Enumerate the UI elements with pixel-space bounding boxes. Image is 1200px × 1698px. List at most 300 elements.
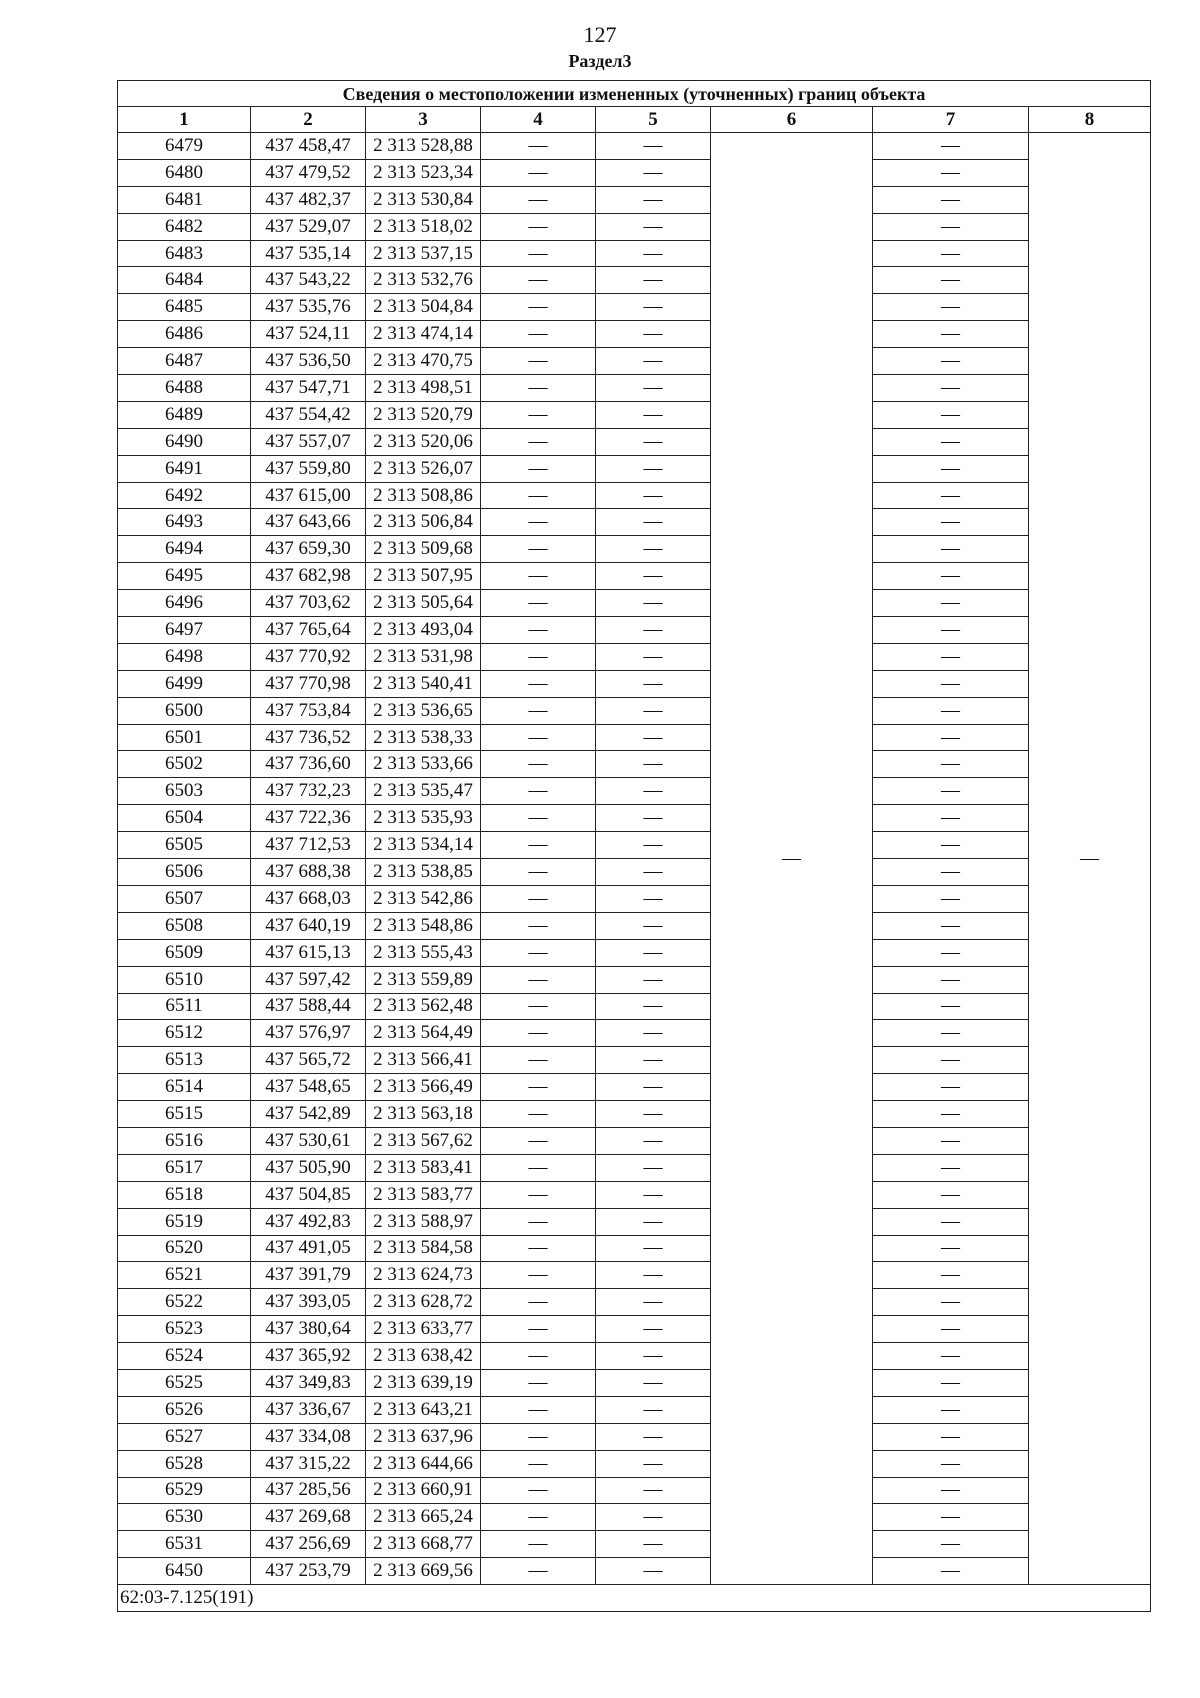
column-5-value: — [596, 832, 711, 859]
y-coordinate: 2 313 470,75 [366, 348, 481, 375]
column-7-value: — [873, 859, 1029, 886]
point-number: 6504 [118, 805, 251, 832]
column-4-value: — [481, 724, 596, 751]
column-7-value: — [873, 590, 1029, 617]
section-title: Раздел3 [568, 51, 632, 71]
column-7-value: — [873, 1504, 1029, 1531]
point-number: 6508 [118, 912, 251, 939]
column-5-value: — [596, 401, 711, 428]
y-coordinate: 2 313 535,47 [366, 778, 481, 805]
column-5-value: — [596, 375, 711, 402]
point-number: 6495 [118, 563, 251, 590]
column-4-value: — [481, 294, 596, 321]
y-coordinate: 2 313 548,86 [366, 912, 481, 939]
y-coordinate: 2 313 540,41 [366, 670, 481, 697]
column-4-value: — [481, 186, 596, 213]
column-5-value: — [596, 1181, 711, 1208]
table-caption: Сведения о местоположении измененных (уточненных) границ объекта [118, 81, 1151, 107]
cadastral-reference: 62:03-7.125(191) [118, 1585, 1151, 1612]
column-4-value: — [481, 159, 596, 186]
column-number: 3 [366, 107, 481, 133]
x-coordinate: 437 535,14 [251, 240, 366, 267]
table-row [118, 778, 1151, 805]
y-coordinate: 2 313 559,89 [366, 966, 481, 993]
column-7-value: — [873, 1396, 1029, 1423]
column-4-value: — [481, 697, 596, 724]
table-row [118, 455, 1151, 482]
column-5-value: — [596, 1235, 711, 1262]
column-4-value: — [481, 1181, 596, 1208]
y-coordinate: 2 313 637,96 [366, 1423, 481, 1450]
column-7-value: — [873, 1047, 1029, 1074]
point-number: 6510 [118, 966, 251, 993]
column-7-value: — [873, 1369, 1029, 1396]
table-row [118, 1074, 1151, 1101]
column-number: 5 [596, 107, 711, 133]
column-5-value: — [596, 1531, 711, 1558]
y-coordinate: 2 313 669,56 [366, 1558, 481, 1585]
column-5-value: — [596, 267, 711, 294]
table-row [118, 1343, 1151, 1370]
column-5-value: — [596, 1262, 711, 1289]
point-number: 6524 [118, 1343, 251, 1370]
column-5-value: — [596, 993, 711, 1020]
column-7-value: — [873, 1531, 1029, 1558]
table-row [118, 859, 1151, 886]
y-coordinate: 2 313 643,21 [366, 1396, 481, 1423]
column-7-value: — [873, 1477, 1029, 1504]
column-5-value: — [596, 1450, 711, 1477]
column-4-value: — [481, 859, 596, 886]
point-number: 6486 [118, 321, 251, 348]
column-7-value: — [873, 966, 1029, 993]
point-number: 6520 [118, 1235, 251, 1262]
point-number: 6519 [118, 1208, 251, 1235]
table-row [118, 1262, 1151, 1289]
table-row [118, 267, 1151, 294]
table-row [118, 1450, 1151, 1477]
column-7-value: — [873, 724, 1029, 751]
x-coordinate: 437 491,05 [251, 1235, 366, 1262]
y-coordinate: 2 313 644,66 [366, 1450, 481, 1477]
y-coordinate: 2 313 498,51 [366, 375, 481, 402]
y-coordinate: 2 313 505,64 [366, 590, 481, 617]
column-5-value: — [596, 590, 711, 617]
column-7-value: — [873, 885, 1029, 912]
point-number: 6479 [118, 133, 251, 160]
y-coordinate: 2 313 509,68 [366, 536, 481, 563]
x-coordinate: 437 643,66 [251, 509, 366, 536]
point-number: 6482 [118, 213, 251, 240]
column-5-value: — [596, 617, 711, 644]
table-row [118, 966, 1151, 993]
x-coordinate: 437 524,11 [251, 321, 366, 348]
x-coordinate: 437 315,22 [251, 1450, 366, 1477]
point-number: 6525 [118, 1369, 251, 1396]
column-5-value: — [596, 778, 711, 805]
column-4-value: — [481, 509, 596, 536]
column-7-value: — [873, 1423, 1029, 1450]
y-coordinate: 2 313 665,24 [366, 1504, 481, 1531]
y-coordinate: 2 313 538,33 [366, 724, 481, 751]
column-7-value: — [873, 267, 1029, 294]
x-coordinate: 437 597,42 [251, 966, 366, 993]
column-4-value: — [481, 536, 596, 563]
column-5-value: — [596, 805, 711, 832]
table-row [118, 590, 1151, 617]
column-7-value: — [873, 133, 1029, 160]
column-4-value: — [481, 643, 596, 670]
point-number: 6499 [118, 670, 251, 697]
y-coordinate: 2 313 660,91 [366, 1477, 481, 1504]
point-number: 6523 [118, 1316, 251, 1343]
column-5-value: — [596, 428, 711, 455]
x-coordinate: 437 256,69 [251, 1531, 366, 1558]
table-row [118, 885, 1151, 912]
column-4-value: — [481, 939, 596, 966]
column-7-value: — [873, 1262, 1029, 1289]
table-row [118, 1208, 1151, 1235]
column-number: 8 [1029, 107, 1151, 133]
column-6-merged-value: — [711, 133, 873, 1585]
x-coordinate: 437 736,52 [251, 724, 366, 751]
point-number: 6494 [118, 536, 251, 563]
x-coordinate: 437 668,03 [251, 885, 366, 912]
column-4-value: — [481, 1154, 596, 1181]
column-5-value: — [596, 1101, 711, 1128]
y-coordinate: 2 313 520,06 [366, 428, 481, 455]
column-7-value: — [873, 1316, 1029, 1343]
column-5-value: — [596, 159, 711, 186]
column-number: 2 [251, 107, 366, 133]
column-4-value: — [481, 1423, 596, 1450]
table-row [118, 1531, 1151, 1558]
column-4-value: — [481, 1020, 596, 1047]
column-7-value: — [873, 1074, 1029, 1101]
column-5-value: — [596, 1504, 711, 1531]
column-7-value: — [873, 240, 1029, 267]
column-4-value: — [481, 778, 596, 805]
y-coordinate: 2 313 555,43 [366, 939, 481, 966]
column-4-value: — [481, 455, 596, 482]
table-row [118, 348, 1151, 375]
x-coordinate: 437 253,79 [251, 1558, 366, 1585]
table-row [118, 751, 1151, 778]
boundary-coordinates-table [117, 80, 1151, 1612]
table-row [118, 240, 1151, 267]
column-4-value: — [481, 1074, 596, 1101]
table-row [118, 1181, 1151, 1208]
x-coordinate: 437 770,92 [251, 643, 366, 670]
column-7-value: — [873, 617, 1029, 644]
column-4-value: — [481, 348, 596, 375]
table-row [118, 1423, 1151, 1450]
column-5-value: — [596, 724, 711, 751]
column-7-value: — [873, 428, 1029, 455]
column-5-value: — [596, 1369, 711, 1396]
column-5-value: — [596, 240, 711, 267]
point-number: 6514 [118, 1074, 251, 1101]
point-number: 6527 [118, 1423, 251, 1450]
column-4-value: — [481, 267, 596, 294]
y-coordinate: 2 313 638,42 [366, 1343, 481, 1370]
x-coordinate: 437 547,71 [251, 375, 366, 402]
x-coordinate: 437 682,98 [251, 563, 366, 590]
point-number: 6521 [118, 1262, 251, 1289]
table-row [118, 186, 1151, 213]
table-row [118, 832, 1151, 859]
column-4-value: — [481, 1101, 596, 1128]
x-coordinate: 437 565,72 [251, 1047, 366, 1074]
column-5-value: — [596, 1020, 711, 1047]
y-coordinate: 2 313 584,58 [366, 1235, 481, 1262]
column-number: 1 [118, 107, 251, 133]
x-coordinate: 437 505,90 [251, 1154, 366, 1181]
column-5-value: — [596, 455, 711, 482]
column-5-value: — [596, 643, 711, 670]
point-number: 6513 [118, 1047, 251, 1074]
x-coordinate: 437 736,60 [251, 751, 366, 778]
table-row [118, 939, 1151, 966]
column-7-value: — [873, 778, 1029, 805]
point-number: 6526 [118, 1396, 251, 1423]
column-4-value: — [481, 321, 596, 348]
x-coordinate: 437 659,30 [251, 536, 366, 563]
y-coordinate: 2 313 506,84 [366, 509, 481, 536]
column-5-value: — [596, 509, 711, 536]
column-7-value: — [873, 186, 1029, 213]
y-coordinate: 2 313 508,86 [366, 482, 481, 509]
column-5-value: — [596, 1208, 711, 1235]
point-number: 6503 [118, 778, 251, 805]
y-coordinate: 2 313 530,84 [366, 186, 481, 213]
point-number: 6496 [118, 590, 251, 617]
column-7-value: — [873, 1020, 1029, 1047]
x-coordinate: 437 334,08 [251, 1423, 366, 1450]
column-5-value: — [596, 1047, 711, 1074]
column-4-value: — [481, 133, 596, 160]
point-number: 6487 [118, 348, 251, 375]
y-coordinate: 2 313 536,65 [366, 697, 481, 724]
table-row [118, 1289, 1151, 1316]
table-row [118, 912, 1151, 939]
column-4-value: — [481, 993, 596, 1020]
table-row [118, 294, 1151, 321]
column-7-value: — [873, 294, 1029, 321]
column-4-value: — [481, 1531, 596, 1558]
x-coordinate: 437 535,76 [251, 294, 366, 321]
column-5-value: — [596, 1343, 711, 1370]
x-coordinate: 437 269,68 [251, 1504, 366, 1531]
column-5-value: — [596, 885, 711, 912]
column-4-value: — [481, 1208, 596, 1235]
table-row [118, 563, 1151, 590]
column-7-value: — [873, 670, 1029, 697]
y-coordinate: 2 313 518,02 [366, 213, 481, 240]
table-row [118, 133, 1151, 160]
point-number: 6509 [118, 939, 251, 966]
table-row [118, 428, 1151, 455]
column-4-value: — [481, 1289, 596, 1316]
column-number: 7 [873, 107, 1029, 133]
column-7-value: — [873, 401, 1029, 428]
y-coordinate: 2 313 528,88 [366, 133, 481, 160]
x-coordinate: 437 336,67 [251, 1396, 366, 1423]
column-5-value: — [596, 751, 711, 778]
point-number: 6450 [118, 1558, 251, 1585]
y-coordinate: 2 313 583,77 [366, 1181, 481, 1208]
point-number: 6485 [118, 294, 251, 321]
column-5-value: — [596, 1477, 711, 1504]
column-7-value: — [873, 1101, 1029, 1128]
column-number: 6 [711, 107, 873, 133]
point-number: 6507 [118, 885, 251, 912]
column-4-value: — [481, 1558, 596, 1585]
column-5-value: — [596, 536, 711, 563]
x-coordinate: 437 393,05 [251, 1289, 366, 1316]
column-7-value: — [873, 1289, 1029, 1316]
column-7-value: — [873, 375, 1029, 402]
table-row [118, 1047, 1151, 1074]
column-4-value: — [481, 1262, 596, 1289]
column-4-value: — [481, 1235, 596, 1262]
column-7-value: — [873, 563, 1029, 590]
point-number: 6522 [118, 1289, 251, 1316]
x-coordinate: 437 703,62 [251, 590, 366, 617]
column-7-value: — [873, 939, 1029, 966]
point-number: 6528 [118, 1450, 251, 1477]
column-4-value: — [481, 428, 596, 455]
y-coordinate: 2 313 535,93 [366, 805, 481, 832]
column-8-merged-value: — [1029, 133, 1151, 1585]
table-row [118, 1477, 1151, 1504]
x-coordinate: 437 530,61 [251, 1127, 366, 1154]
table-row [118, 617, 1151, 644]
column-4-value: — [481, 617, 596, 644]
point-number: 6498 [118, 643, 251, 670]
y-coordinate: 2 313 538,85 [366, 859, 481, 886]
point-number: 6497 [118, 617, 251, 644]
column-4-value: — [481, 805, 596, 832]
y-coordinate: 2 313 531,98 [366, 643, 481, 670]
y-coordinate: 2 313 474,14 [366, 321, 481, 348]
y-coordinate: 2 313 583,41 [366, 1154, 481, 1181]
y-coordinate: 2 313 534,14 [366, 832, 481, 859]
column-4-value: — [481, 912, 596, 939]
column-7-value: — [873, 536, 1029, 563]
table-body [118, 133, 1151, 1585]
column-7-value: — [873, 643, 1029, 670]
table-row [118, 1316, 1151, 1343]
point-number: 6488 [118, 375, 251, 402]
column-5-value: — [596, 1154, 711, 1181]
point-number: 6489 [118, 401, 251, 428]
y-coordinate: 2 313 563,18 [366, 1101, 481, 1128]
x-coordinate: 437 765,64 [251, 617, 366, 644]
table-row [118, 1101, 1151, 1128]
point-number: 6515 [118, 1101, 251, 1128]
column-7-value: — [873, 1208, 1029, 1235]
column-4-value: — [481, 885, 596, 912]
point-number: 6518 [118, 1181, 251, 1208]
table-row [118, 724, 1151, 751]
column-7-value: — [873, 1154, 1029, 1181]
column-4-value: — [481, 482, 596, 509]
x-coordinate: 437 543,22 [251, 267, 366, 294]
column-5-value: — [596, 1074, 711, 1101]
column-5-value: — [596, 294, 711, 321]
table-row [118, 213, 1151, 240]
column-5-value: — [596, 1289, 711, 1316]
column-7-value: — [873, 1235, 1029, 1262]
column-4-value: — [481, 590, 596, 617]
x-coordinate: 437 722,36 [251, 805, 366, 832]
y-coordinate: 2 313 520,79 [366, 401, 481, 428]
column-4-value: — [481, 1369, 596, 1396]
y-coordinate: 2 313 668,77 [366, 1531, 481, 1558]
column-4-value: — [481, 401, 596, 428]
table-row [118, 482, 1151, 509]
point-number: 6506 [118, 859, 251, 886]
y-coordinate: 2 313 624,73 [366, 1262, 481, 1289]
table-row [118, 1127, 1151, 1154]
y-coordinate: 2 313 566,41 [366, 1047, 481, 1074]
x-coordinate: 437 391,79 [251, 1262, 366, 1289]
column-5-value: — [596, 348, 711, 375]
point-number: 6490 [118, 428, 251, 455]
point-number: 6480 [118, 159, 251, 186]
y-coordinate: 2 313 567,62 [366, 1127, 481, 1154]
column-5-value: — [596, 1396, 711, 1423]
table-row [118, 1369, 1151, 1396]
table-row [118, 670, 1151, 697]
table-row [118, 1235, 1151, 1262]
y-coordinate: 2 313 504,84 [366, 294, 481, 321]
column-number: 4 [481, 107, 596, 133]
column-7-value: — [873, 455, 1029, 482]
column-7-value: — [873, 993, 1029, 1020]
column-7-value: — [873, 1450, 1029, 1477]
y-coordinate: 2 313 537,15 [366, 240, 481, 267]
x-coordinate: 437 285,56 [251, 1477, 366, 1504]
point-number: 6511 [118, 993, 251, 1020]
column-4-value: — [481, 670, 596, 697]
column-4-value: — [481, 832, 596, 859]
column-4-value: — [481, 240, 596, 267]
table-row [118, 509, 1151, 536]
point-number: 6484 [118, 267, 251, 294]
x-coordinate: 437 588,44 [251, 993, 366, 1020]
x-coordinate: 437 688,38 [251, 859, 366, 886]
point-number: 6483 [118, 240, 251, 267]
column-5-value: — [596, 912, 711, 939]
column-4-value: — [481, 563, 596, 590]
point-number: 6531 [118, 1531, 251, 1558]
column-7-value: — [873, 1181, 1029, 1208]
column-5-value: — [596, 966, 711, 993]
column-7-value: — [873, 832, 1029, 859]
y-coordinate: 2 313 628,72 [366, 1289, 481, 1316]
column-4-value: — [481, 1477, 596, 1504]
column-7-value: — [873, 159, 1029, 186]
y-coordinate: 2 313 542,86 [366, 885, 481, 912]
y-coordinate: 2 313 526,07 [366, 455, 481, 482]
column-5-value: — [596, 1127, 711, 1154]
column-5-value: — [596, 1423, 711, 1450]
point-number: 6491 [118, 455, 251, 482]
x-coordinate: 437 458,47 [251, 133, 366, 160]
page-number: 127 [583, 22, 617, 47]
